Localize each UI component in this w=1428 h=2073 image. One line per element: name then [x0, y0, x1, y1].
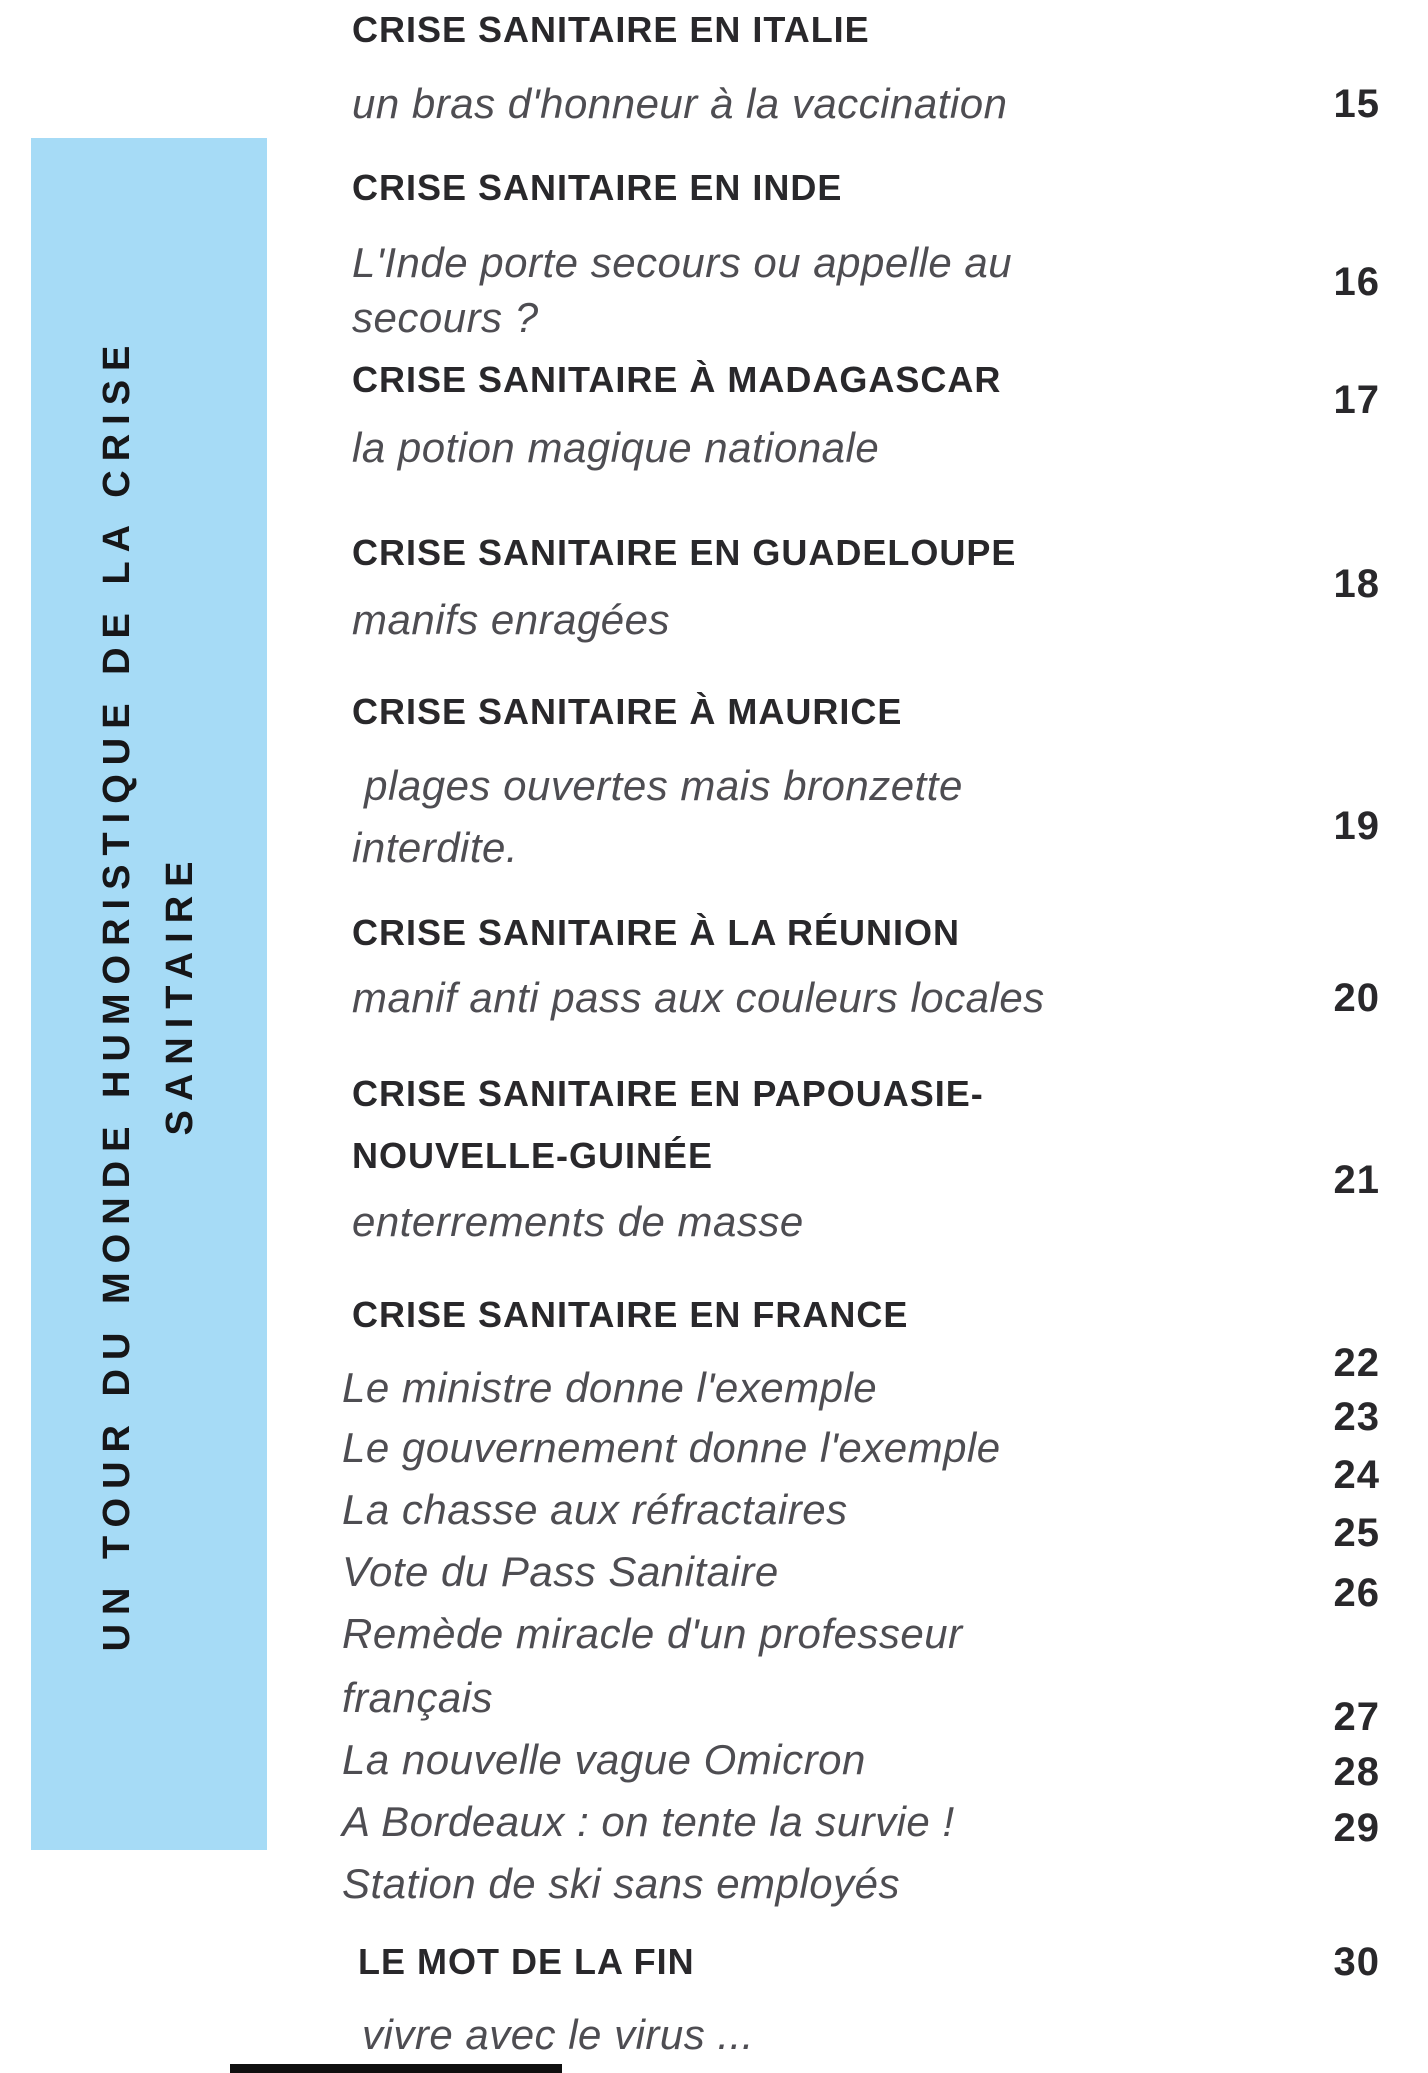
toc-item-ministre: Le ministre donne l'exemple	[342, 1364, 878, 1411]
bottom-cropped-bar	[230, 2064, 562, 2073]
page-number-27: 27	[1333, 1695, 1380, 1739]
toc-heading-mot-fin: LE MOT DE LA FIN	[358, 1941, 695, 1982]
toc-subtitle-maurice-2: interdite.	[352, 824, 519, 871]
page-number-18: 18	[1333, 562, 1380, 606]
toc-subtitle-papouasie: enterrements de masse	[352, 1198, 804, 1245]
toc-subtitle-reunion: manif anti pass aux couleurs locales	[352, 974, 1045, 1021]
page-number-23: 23	[1333, 1395, 1380, 1439]
toc-heading-italie: CRISE SANITAIRE EN ITALIE	[352, 9, 870, 50]
toc-heading-papouasie-1: CRISE SANITAIRE EN PAPOUASIE-	[352, 1073, 984, 1114]
page-number-15: 15	[1333, 82, 1380, 126]
toc-item-remede-2: français	[342, 1674, 494, 1721]
toc-item-station-ski: Station de ski sans employés	[342, 1860, 900, 1907]
page-number-24: 24	[1333, 1453, 1380, 1497]
toc-subtitle-guadeloupe: manifs enragées	[352, 596, 671, 643]
page-number-29: 29	[1333, 1806, 1380, 1850]
page-number-17: 17	[1333, 378, 1380, 422]
toc-heading-madagascar: CRISE SANITAIRE À MADAGASCAR	[352, 359, 1002, 400]
toc-heading-guadeloupe: CRISE SANITAIRE EN GUADELOUPE	[352, 532, 1017, 573]
page-number-16: 16	[1333, 260, 1380, 304]
page-number-20: 20	[1333, 976, 1380, 1020]
toc-heading-inde: CRISE SANITAIRE EN INDE	[352, 167, 843, 208]
vertical-title-line-1: UN TOUR DU MONDE HUMORISTIQUE DE LA CRISE	[96, 336, 138, 1652]
toc-item-chasse: La chasse aux réfractaires	[342, 1486, 848, 1533]
toc-subtitle-inde-2: secours ?	[352, 294, 539, 341]
page-number-26: 26	[1333, 1571, 1380, 1615]
toc-item-vote-pass: Vote du Pass Sanitaire	[342, 1548, 779, 1595]
toc-heading-papouasie-2: NOUVELLE-GUINÉE	[352, 1135, 714, 1176]
vertical-title-banner	[31, 138, 267, 1850]
vertical-title	[86, 138, 212, 1850]
toc-item-omicron: La nouvelle vague Omicron	[342, 1736, 866, 1783]
page-number-30: 30	[1333, 1940, 1380, 1984]
toc-item-remede-1: Remède miracle d'un professeur	[342, 1610, 963, 1657]
toc-item-gouvernement: Le gouvernement donne l'exemple	[342, 1424, 1001, 1471]
page-number-22: 22	[1333, 1341, 1380, 1385]
vertical-title-line-2: SANITAIRE	[159, 852, 201, 1136]
toc-item-bordeaux: A Bordeaux : on tente la survie !	[342, 1798, 955, 1845]
toc-subtitle-italie: un bras d'honneur à la vaccination	[352, 80, 1008, 127]
toc-subtitle-madagascar: la potion magique nationale	[352, 424, 880, 471]
toc-subtitle-inde-1: L'Inde porte secours ou appelle au	[352, 239, 1013, 286]
page-number-19: 19	[1333, 804, 1380, 848]
toc-subtitle-maurice-1: plages ouvertes mais bronzette	[352, 762, 963, 809]
page-number-28: 28	[1333, 1750, 1380, 1794]
toc-subtitle-mot-fin: vivre avec le virus ...	[362, 2011, 754, 2058]
page-number-25: 25	[1333, 1511, 1380, 1555]
toc-heading-maurice: CRISE SANITAIRE À MAURICE	[352, 691, 903, 732]
toc-heading-reunion: CRISE SANITAIRE À LA RÉUNION	[352, 912, 961, 953]
toc-heading-france: CRISE SANITAIRE EN FRANCE	[352, 1294, 909, 1335]
page-number-21: 21	[1333, 1158, 1380, 1202]
